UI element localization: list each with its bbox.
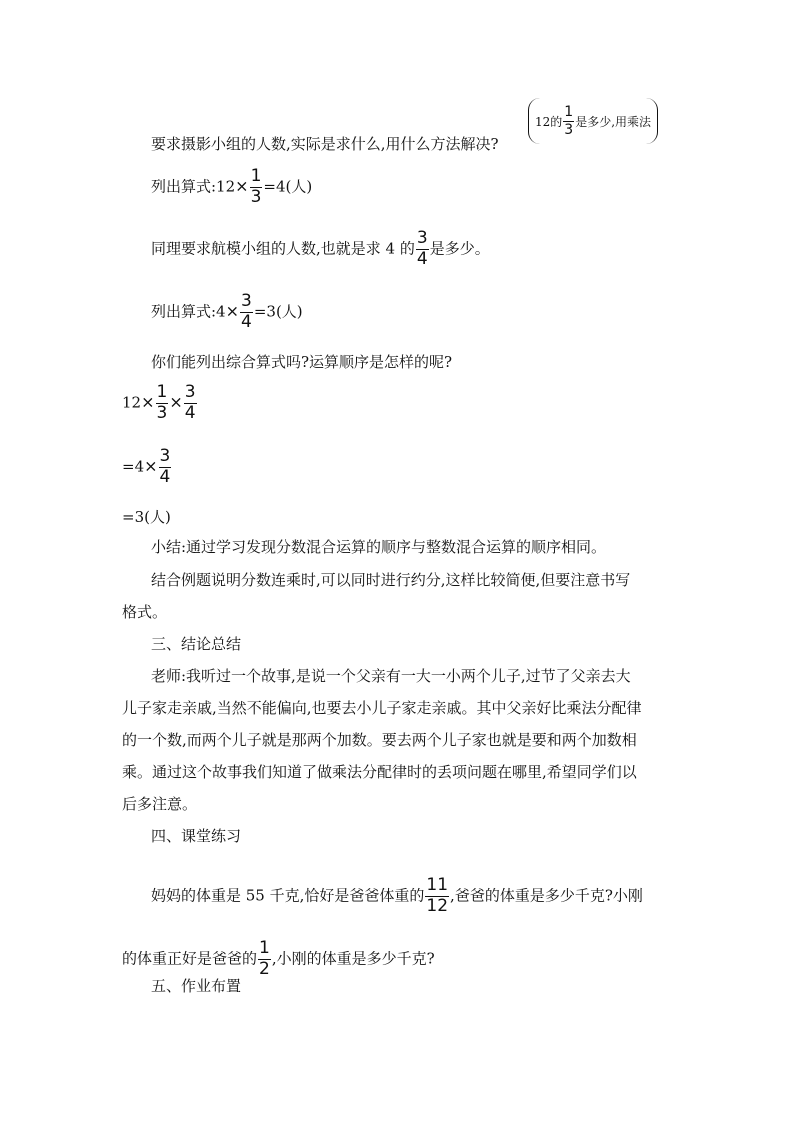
compound-formula: 12× $\frac{1}{3}$ × $\frac{3}{4}$: [122, 382, 196, 423]
fraction: $\frac{3}{4}$: [416, 228, 428, 269]
story-line-5: 后多注意。: [122, 795, 198, 813]
fraction: $\frac{3}{4}$: [241, 291, 252, 332]
section-heading-4: 四、课堂练习: [151, 827, 242, 845]
story-line-3: 的一个数,而两个儿子就是那两个加数。要去两个儿子家也就是要和两个加数相: [122, 731, 637, 749]
paragraph-line: 结合例题说明分数连乘时,可以同时进行约分,这样比较简便,但要注意书写: [151, 571, 631, 589]
text-line-5: 你们能列出综合算式吗?运算顺序是怎样的呢?: [151, 353, 453, 371]
question-text: 要求摄影小组的人数,实际是求什么,用什么方法解决?: [151, 135, 499, 153]
answer-note: 12的 $\frac{1}{3}$ 是多少,用乘法: [528, 98, 658, 144]
fraction: $\frac{3}{4}$: [159, 446, 171, 487]
question-line-1: [151, 134, 499, 154]
formula-line-1: 列出算式:12× $\frac{1}{3}$ =4(人): [151, 166, 313, 207]
section-heading-3: 三、结论总结: [151, 635, 242, 653]
fraction: $\frac{11}{12}$: [426, 875, 449, 916]
fraction: $\frac{1}{3}$: [564, 103, 574, 138]
paragraph-line: 格式。: [122, 603, 168, 621]
fraction: $\frac{3}{4}$: [184, 382, 196, 423]
compound-step-1: =4× $\frac{3}{4}$: [122, 446, 171, 487]
story-line-1: 老师:我听过一个故事,是说一个父亲有一大一小两个儿子,过节了父亲去大: [151, 667, 631, 685]
story-line-2: 儿子家走亲戚,当然不能偏向,也要去小儿子家走亲戚。其中父亲好比乘法分配律: [122, 699, 642, 717]
fraction: $\frac{1}{2}$: [259, 938, 270, 979]
summary-line: 小结:通过学习发现分数混合运算的顺序与整数混合运算的顺序相同。: [151, 538, 607, 556]
compound-step-2: =3(人): [122, 508, 171, 526]
formula-line-2: 列出算式:4× $\frac{3}{4}$ =3(人): [151, 291, 303, 332]
section-heading-5: 五、作业布置: [151, 977, 242, 995]
text-line-3: 同理要求航模小组的人数,也就是求 4 的 $\frac{3}{4}$ 是多少。: [151, 228, 490, 269]
fraction: $\frac{1}{3}$: [250, 166, 262, 207]
exercise-line-2: 的体重正好是爸爸的 $\frac{1}{2}$ ,小刚的体重是多少千克?: [122, 938, 435, 979]
exercise-line-1: 妈妈的体重是 55 千克,恰好是爸爸体重的 $\frac{11}{12}$ ,爸爸的体重是多少千克?小刚: [151, 875, 643, 916]
fraction: $\frac{1}{3}$: [156, 382, 168, 423]
story-line-4: 乘。通过这个故事我们知道了做乘法分配律时的丢项问题在哪里,希望同学们以: [122, 763, 637, 781]
